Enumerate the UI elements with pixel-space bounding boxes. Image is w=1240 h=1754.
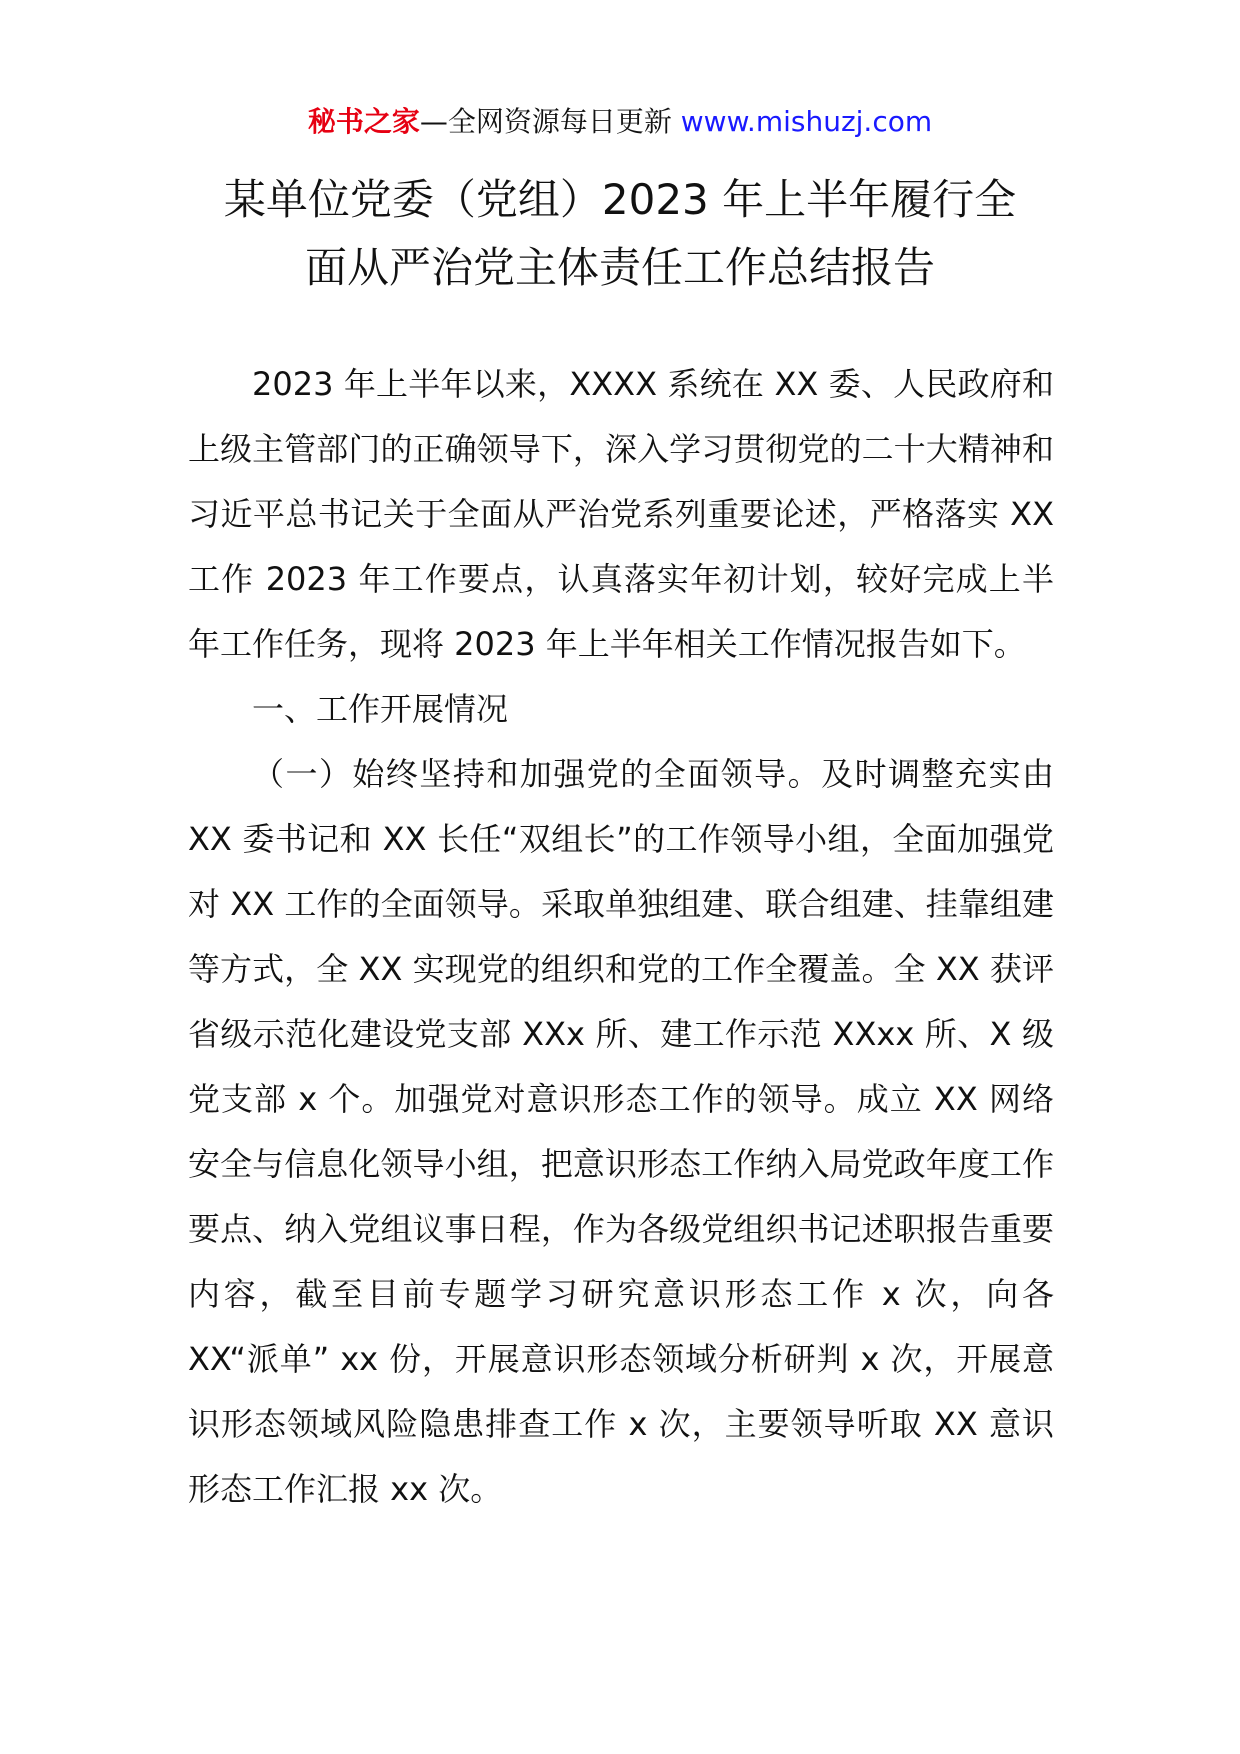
brand-name: 秘书之家 — [307, 105, 420, 138]
site-url-link[interactable]: www.mishuzj.com — [680, 105, 933, 138]
intro-paragraph: 2023 年上半年以来，XXXX 系统在 XX 委、人民政府和上级主管部门的正确领导下，深入学习贯彻党的二十大精神和习近平总书记关于全面从严治党系列重要论述，严格落实 XX 工作 2023 年工作要点，认真落实年初计划，较好完成上半年工作任务，现将 2023 年上半年相关工作情况报告如下。 — [188, 365, 1054, 663]
document-body — [188, 352, 1054, 1522]
document-title — [0, 166, 1240, 302]
body-paragraph: （一）始终坚持和加强党的全面领导。及时调整充实由 XX 委书记和 XX 长任“双组长”的工作领导小组，全面加强党对 XX 工作的全面领导。采取单独组建、联合组建、挂靠组建等方式，全 XX 实现党的组织和党的工作全覆盖。全 XX 获评省级示范化建设党支部 XXx 所、建工作示范 XXxx 所、X 级党支部 x 个。加强党对意识形态工作的领导。成立 XX 网络安全与信息化领导小组，把意识形态工作纳入局党政年度工作要点、纳入党组议事日程，作为各级党组织书记述职报告重要内容，截至目前专题学习研究意识形态工作 x 次，向各 XX“派单” xx 份，开展意识形态领域分析研判 x 次，开展意识形态领域风险隐患排查工作 x 次，主要领导听取 XX 意识形态工作汇报 xx 次。 — [188, 755, 1054, 1508]
section-heading: 一、工作开展情况 — [252, 690, 509, 728]
title-line-1: 某单位党委（党组）2023 年上半年履行全 — [223, 175, 1017, 224]
header-slogan: —全网资源每日更新 — [419, 105, 681, 138]
title-line-2: 面从严治党主体责任工作总结报告 — [304, 243, 935, 292]
site-header — [0, 102, 1240, 142]
